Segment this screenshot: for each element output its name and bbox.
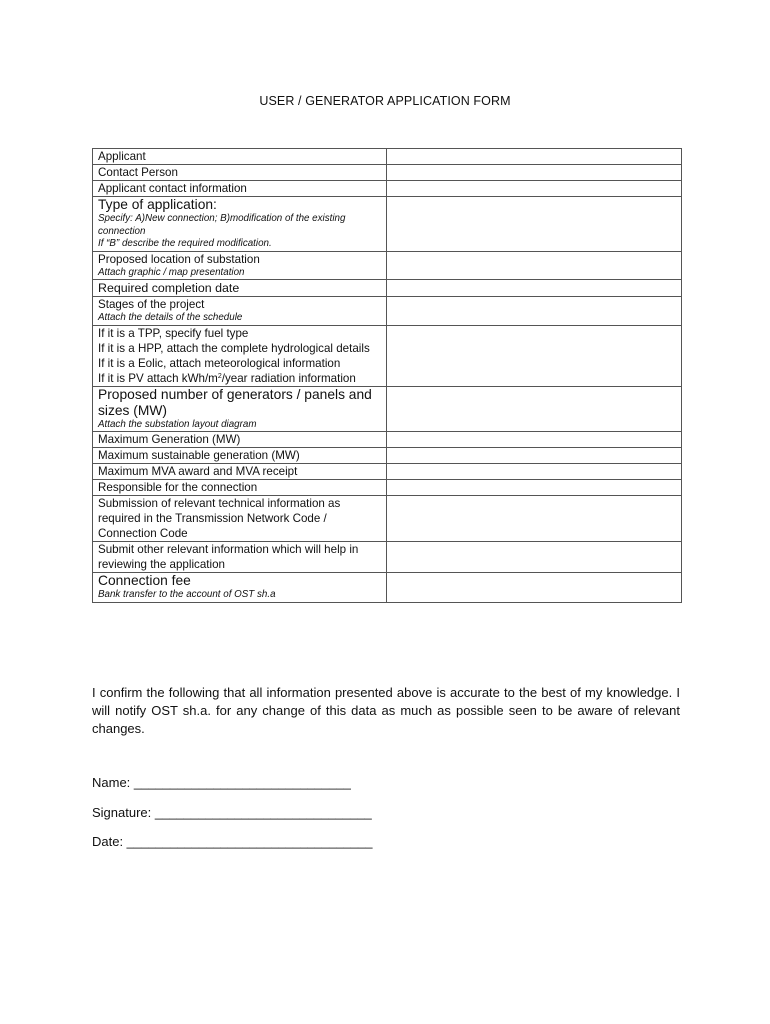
connection-fee-note: Bank transfer to the account of OST sh.a xyxy=(98,589,276,600)
table-row xyxy=(93,325,682,386)
location-value[interactable] xyxy=(387,251,682,280)
responsible-label: Responsible for the connection xyxy=(98,481,258,494)
stages-note: Attach the details of the schedule xyxy=(98,312,243,323)
name-line[interactable]: Name: ______________________________ xyxy=(92,775,351,790)
table-row xyxy=(93,542,682,573)
other-info-value[interactable] xyxy=(387,542,682,573)
fuel-hpp-label: If it is a HPP, attach the complete hydrological details xyxy=(98,341,370,355)
location-label: Proposed location of substation xyxy=(98,252,260,266)
max-sustainable-label: Maximum sustainable generation (MW) xyxy=(98,449,300,462)
connection-fee-value[interactable] xyxy=(387,573,682,603)
type-application-note-b: If “B” describe the required modification. xyxy=(98,238,272,249)
location-note: Attach graphic / map presentation xyxy=(98,266,245,278)
application-table xyxy=(92,148,682,603)
completion-label: Required completion date xyxy=(98,281,240,295)
max-sustainable-value[interactable] xyxy=(387,448,682,464)
table-row xyxy=(93,297,682,326)
contact-person-label: Contact Person xyxy=(98,166,178,179)
label-cell xyxy=(93,251,387,280)
stages-value[interactable] xyxy=(387,297,682,326)
table-row xyxy=(93,165,682,181)
table-row xyxy=(93,280,682,297)
generators-label: Proposed number of generators / panels and sizes (MW) xyxy=(98,386,372,418)
table-row xyxy=(93,149,682,165)
label-cell xyxy=(93,542,387,573)
connection-fee-label: Connection fee xyxy=(98,573,191,588)
label-cell xyxy=(93,325,387,386)
confirmation-statement: I confirm the following that all information presented above is accurate to the best of my knowledge. I will notify OST sh.a. for any change of this data as much as possible seen to be aware of relevant changes. xyxy=(92,685,680,736)
generators-note: Attach the substation layout diagram xyxy=(98,418,257,430)
responsible-value[interactable] xyxy=(387,480,682,496)
table-row xyxy=(93,573,682,603)
max-generation-label: Maximum Generation (MW) xyxy=(98,433,241,446)
max-mva-value[interactable] xyxy=(387,464,682,480)
max-generation-value[interactable] xyxy=(387,432,682,448)
label-cell xyxy=(93,573,387,603)
signature-line[interactable]: Signature: ______________________________ xyxy=(92,805,372,820)
contact-info-label: Applicant contact information xyxy=(98,182,247,195)
contact-person-value[interactable] xyxy=(387,165,682,181)
fuel-pv-text-end: /year radiation information xyxy=(221,371,356,385)
applicant-value[interactable] xyxy=(387,149,682,165)
label-cell xyxy=(93,480,387,496)
submission-value[interactable] xyxy=(387,496,682,542)
other-info-label: Submit other relevant information which will help in reviewing the application xyxy=(98,543,359,571)
contact-info-value[interactable] xyxy=(387,181,682,197)
type-application-label: Type of application: xyxy=(98,197,217,212)
table-row xyxy=(93,448,682,464)
label-cell xyxy=(93,149,387,165)
table-row xyxy=(93,197,682,252)
max-mva-label: Maximum MVA award and MVA receipt xyxy=(98,465,298,478)
form-title: USER / GENERATOR APPLICATION FORM xyxy=(259,94,511,108)
fuel-pv-superscript: 2 xyxy=(217,372,222,380)
label-cell xyxy=(93,496,387,542)
applicant-label: Applicant xyxy=(98,150,146,163)
stages-label: Stages of the project xyxy=(98,298,205,311)
table-row xyxy=(93,251,682,280)
label-cell xyxy=(93,464,387,480)
label-cell xyxy=(93,432,387,448)
label-cell xyxy=(93,181,387,197)
submission-label: Submission of relevant technical information as required in the Transmission Network Code / Connection Code xyxy=(98,497,341,540)
label-cell xyxy=(93,165,387,181)
type-application-note: Specify: A)New connection; B)modification of the existing connection xyxy=(98,213,346,237)
label-cell xyxy=(93,280,387,297)
table-row xyxy=(93,480,682,496)
table-row xyxy=(93,432,682,448)
table-row xyxy=(93,464,682,480)
completion-value[interactable] xyxy=(387,280,682,297)
date-line[interactable]: Date: __________________________________ xyxy=(92,834,373,849)
generators-value[interactable] xyxy=(387,386,682,432)
type-application-value[interactable] xyxy=(387,197,682,252)
fuel-tpp-label: If it is a TPP, specify fuel type xyxy=(98,326,249,340)
table-row xyxy=(93,181,682,197)
label-cell xyxy=(93,197,387,252)
fuel-eolic-label: If it is a Eolic, attach meteorological information xyxy=(98,356,341,370)
label-cell xyxy=(93,448,387,464)
table-row xyxy=(93,386,682,432)
label-cell xyxy=(93,297,387,326)
label-cell xyxy=(93,386,387,432)
fuel-value[interactable] xyxy=(387,325,682,386)
table-row xyxy=(93,496,682,542)
fuel-pv-label xyxy=(98,371,381,386)
fuel-pv-text: If it is PV attach kWh/m xyxy=(98,371,218,385)
